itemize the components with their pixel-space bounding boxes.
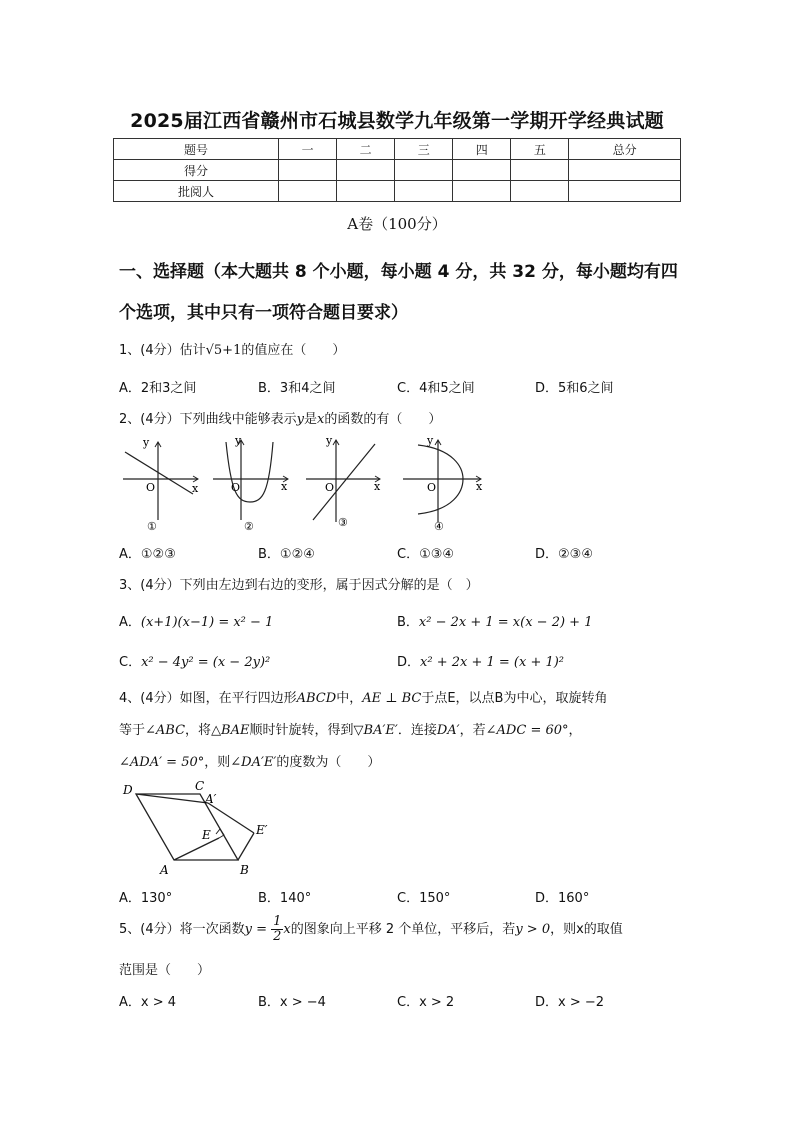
question-text: 于点E，以点B为中心，取旋转角 [421, 691, 608, 706]
table-cell[interactable] [337, 160, 395, 181]
math-expression: ∠ADC = 60° [485, 723, 569, 738]
var-y: y [296, 412, 304, 427]
point-label-a-prime: A′ [205, 792, 217, 806]
math-expression: DA′ [436, 723, 460, 738]
axis-label-x: x [476, 480, 483, 493]
option-a[interactable]: A．130° [119, 891, 173, 906]
option-d[interactable]: D．160° [535, 891, 590, 906]
table-cell[interactable] [337, 181, 395, 202]
table-cell: 四 [453, 139, 511, 160]
math-expression: x [283, 922, 291, 937]
option-d[interactable]: D．5和6之间 [535, 381, 614, 396]
point-label-d: D [123, 783, 133, 797]
table-cell[interactable] [569, 181, 681, 202]
point-label-c: C [195, 779, 205, 793]
question-text: ，则x的取值 [550, 922, 623, 937]
axis-label-x: x [374, 480, 381, 493]
origin-label: O [325, 481, 335, 494]
option-c[interactable]: C．x > 2 [397, 995, 455, 1010]
table-cell[interactable] [395, 181, 453, 202]
graph-2 [213, 434, 288, 533]
axis-label-x: x [192, 482, 199, 495]
option-c[interactable]: C．150° [397, 891, 451, 906]
question-text: 的值应在（ ） [241, 343, 346, 358]
question-text: 的函数的有（ ） [324, 412, 442, 427]
math-expression: y = [244, 922, 267, 937]
question-text: 4、(4分）如图，在平行四边形 [119, 691, 297, 706]
table-cell: 批阅人 [114, 181, 279, 202]
fraction-numerator: 1 [273, 914, 282, 929]
point-label-b: B [240, 863, 249, 877]
math-expression: ∠DA′E′ [230, 755, 277, 770]
table-cell[interactable] [279, 181, 337, 202]
math-expression: ▽BA′E′ [353, 723, 398, 738]
math-expression: (x+1)(x−1) = x² − 1 [140, 615, 274, 630]
table-cell: 五 [511, 139, 569, 160]
question-1 [119, 339, 345, 358]
option-d[interactable]: D．x > −2 [535, 995, 605, 1010]
option-b[interactable] [397, 611, 592, 630]
table-cell: 三 [395, 139, 453, 160]
question-text: 中， [336, 691, 363, 706]
fraction [271, 915, 283, 944]
question-text: 是 [303, 412, 317, 427]
option-label: A． [119, 615, 141, 630]
option-label: D． [397, 655, 421, 670]
graph-label: ④ [434, 520, 444, 533]
table-cell[interactable] [395, 160, 453, 181]
option-label: C． [119, 655, 142, 670]
table-cell[interactable] [511, 160, 569, 181]
question-text: 5、(4分）将一次函数 [119, 922, 245, 937]
section-heading: A卷（100分） [347, 215, 447, 233]
q4-parallelogram-figure [118, 776, 278, 880]
math-expression: △BAE [211, 723, 250, 738]
table-cell: 一 [279, 139, 337, 160]
q2-graphs-figure [113, 432, 493, 534]
option-a[interactable] [119, 611, 273, 630]
math-expression: √5+1 [205, 343, 242, 358]
fraction-denominator: 2 [273, 929, 282, 944]
option-a[interactable]: A．2和3之间 [119, 381, 197, 396]
math-expression: ∠ADA′ = 50° [119, 755, 205, 770]
question-text: 2、(4分）下列曲线中能够表示 [119, 412, 297, 427]
table-cell[interactable] [453, 181, 511, 202]
question-text: 的图象向上平移 2 个单位，平移后，若 [290, 922, 516, 937]
axis-label-x: x [281, 480, 288, 493]
graph-3 [306, 434, 381, 529]
graph-label: ② [244, 520, 254, 533]
table-row [114, 181, 681, 202]
option-b[interactable]: B．3和4之间 [258, 381, 336, 396]
question-4-line-3 [119, 751, 380, 770]
option-c[interactable]: C．①③④ [397, 547, 455, 562]
graph-4 [403, 434, 483, 533]
math-expression: ABCD [296, 691, 337, 706]
option-a[interactable]: A．x > 4 [119, 995, 177, 1010]
table-cell[interactable] [279, 160, 337, 181]
question-3: 3、(4分）下列由左边到右边的变形，属于因式分解的是（ ） [119, 578, 479, 593]
axis-label-y: y [326, 434, 333, 447]
point-label-e-prime: E′ [256, 823, 268, 837]
option-c[interactable] [119, 651, 270, 670]
table-cell: 得分 [114, 160, 279, 181]
table-row [114, 160, 681, 181]
var-x: x [317, 412, 325, 427]
page-title: 2025届江西省赣州市石城县数学九年级第一学期开学经典试题 [130, 110, 664, 132]
option-d[interactable] [397, 651, 564, 670]
graph-1 [123, 436, 199, 533]
origin-label: O [146, 481, 156, 494]
table-cell[interactable] [453, 160, 511, 181]
question-4-line-2 [119, 719, 582, 738]
math-expression: y > 0 [515, 922, 551, 937]
math-expression: x² + 2x + 1 = (x + 1)² [420, 655, 565, 670]
question-text: ，则 [204, 755, 231, 770]
math-expression: x² − 4y² = (x − 2y)² [141, 655, 271, 670]
table-row [114, 139, 681, 160]
table-cell: 二 [337, 139, 395, 160]
question-5-line-2: 范围是（ ） [119, 963, 211, 978]
origin-label: O [231, 481, 241, 494]
question-text: 1、(4分）估计 [119, 343, 206, 358]
math-expression: ∠ABC [145, 723, 186, 738]
question-text: 等于 [119, 723, 146, 738]
axis-label-y: y [143, 436, 150, 449]
table-cell: 总分 [569, 139, 681, 160]
option-b[interactable]: B．140° [258, 891, 312, 906]
question-text: ， [568, 723, 582, 738]
point-label-e: E [202, 828, 211, 842]
graph-label: ③ [338, 516, 348, 529]
parallelogram-abcd [136, 794, 238, 860]
question-text: ．连接 [397, 723, 437, 738]
question-5-line-1 [119, 912, 623, 948]
graph-label: ① [147, 520, 157, 533]
option-label: B． [397, 615, 419, 630]
question-text: 顺时针旋转，得到 [249, 723, 354, 738]
score-table [113, 138, 681, 202]
table-cell: 题号 [114, 139, 279, 160]
origin-label: O [427, 481, 437, 494]
axis-label-y: y [427, 434, 434, 447]
math-expression: AE ⊥ BC [362, 691, 422, 706]
question-text: 的度数为（ ） [276, 755, 381, 770]
point-label-a: A [160, 863, 169, 877]
math-expression: x² − 2x + 1 = x(x − 2) + 1 [418, 615, 593, 630]
option-b[interactable]: B．①②④ [258, 547, 315, 562]
question-2 [119, 408, 441, 427]
table-cell[interactable] [511, 181, 569, 202]
table-cell[interactable] [569, 160, 681, 181]
option-d[interactable]: D．②③④ [535, 547, 593, 562]
axis-label-y: y [235, 434, 242, 447]
question-text: ，将 [185, 723, 212, 738]
option-a[interactable]: A．①②③ [119, 547, 176, 562]
question-4-line-1 [119, 687, 607, 706]
question-text: ，若 [459, 723, 486, 738]
option-c[interactable]: C．4和5之间 [397, 381, 475, 396]
part-heading: 一、选择题（本大题共 8 个小题，每小题 4 分，共 32 分，每小题均有四个选项，其中只有一项符合题目要求） [119, 262, 678, 323]
option-b[interactable]: B．x > −4 [258, 995, 326, 1010]
